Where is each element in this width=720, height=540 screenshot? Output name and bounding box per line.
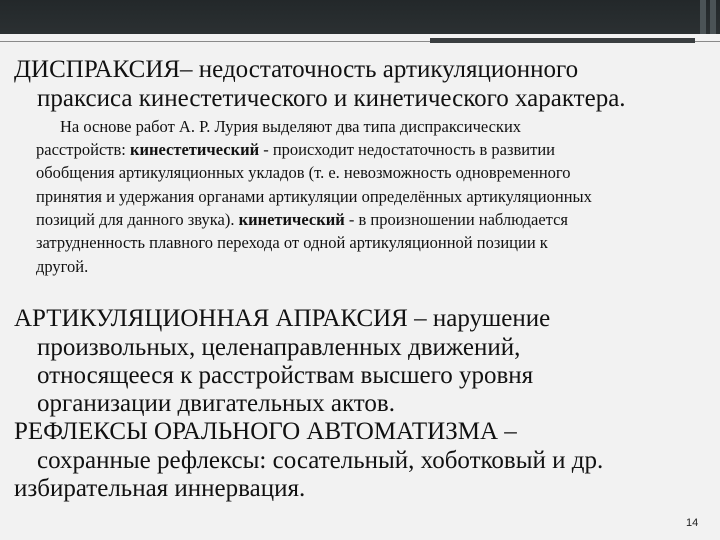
luria-text-line-2 bbox=[36, 138, 555, 161]
kinetic-term: кинетический bbox=[238, 210, 345, 229]
luria-text-line-3: обобщения артикуляционных укладов (т. е. невозможность одновременного bbox=[36, 163, 571, 182]
reflexes-line-1: РЕФЛЕКСЫ ОРАЛЬНОГО АВТОМАТИЗМА – bbox=[14, 418, 517, 445]
apraxia-definition-line-3: относящееся к расстройствам высшего уровня bbox=[37, 362, 534, 389]
apraxia-definition-line-2: произвольных, целенаправленных движений, bbox=[37, 334, 521, 361]
kinesthetic-term: кинестетический bbox=[130, 140, 260, 159]
dyspraxia-definition-line-1: ДИСПРАКСИЯ– недостаточность артикуляционного bbox=[14, 56, 579, 83]
reflexes-line-2: сохранные рефлексы: сосательный, хоботковый и др. bbox=[37, 447, 604, 474]
luria-text-line-5 bbox=[36, 208, 568, 231]
apraxia-definition-line-1: АРТИКУЛЯЦИОННАЯ АПРАКСИЯ – нарушение bbox=[14, 305, 551, 332]
luria-text-fragment: - происходит недостаточность в развитии bbox=[259, 140, 555, 159]
dyspraxia-definition-line-2: праксиса кинестетического и кинетического характера. bbox=[37, 85, 626, 112]
luria-text-line-6: затрудненность плавного перехода от одной артикуляционной позиции к bbox=[36, 233, 548, 252]
page-number: 14 bbox=[686, 517, 699, 529]
luria-text-line-1: На основе работ А. Р. Лурия выделяют два типа диспраксических bbox=[60, 117, 522, 136]
luria-text-line-7: другой. bbox=[36, 257, 89, 276]
luria-text-fragment: позиций для данного звука). bbox=[36, 210, 239, 229]
luria-text-fragment: расстройств: bbox=[36, 140, 130, 159]
luria-text-fragment: - в произношении наблюдается bbox=[344, 210, 569, 229]
selective-innervation-line: избирательная иннервация. bbox=[14, 475, 306, 502]
apraxia-definition-line-4: организации двигательных актов. bbox=[37, 390, 395, 417]
luria-text-line-4: принятия и удержания органами артикуляции определённых артикуляционных bbox=[36, 187, 592, 206]
